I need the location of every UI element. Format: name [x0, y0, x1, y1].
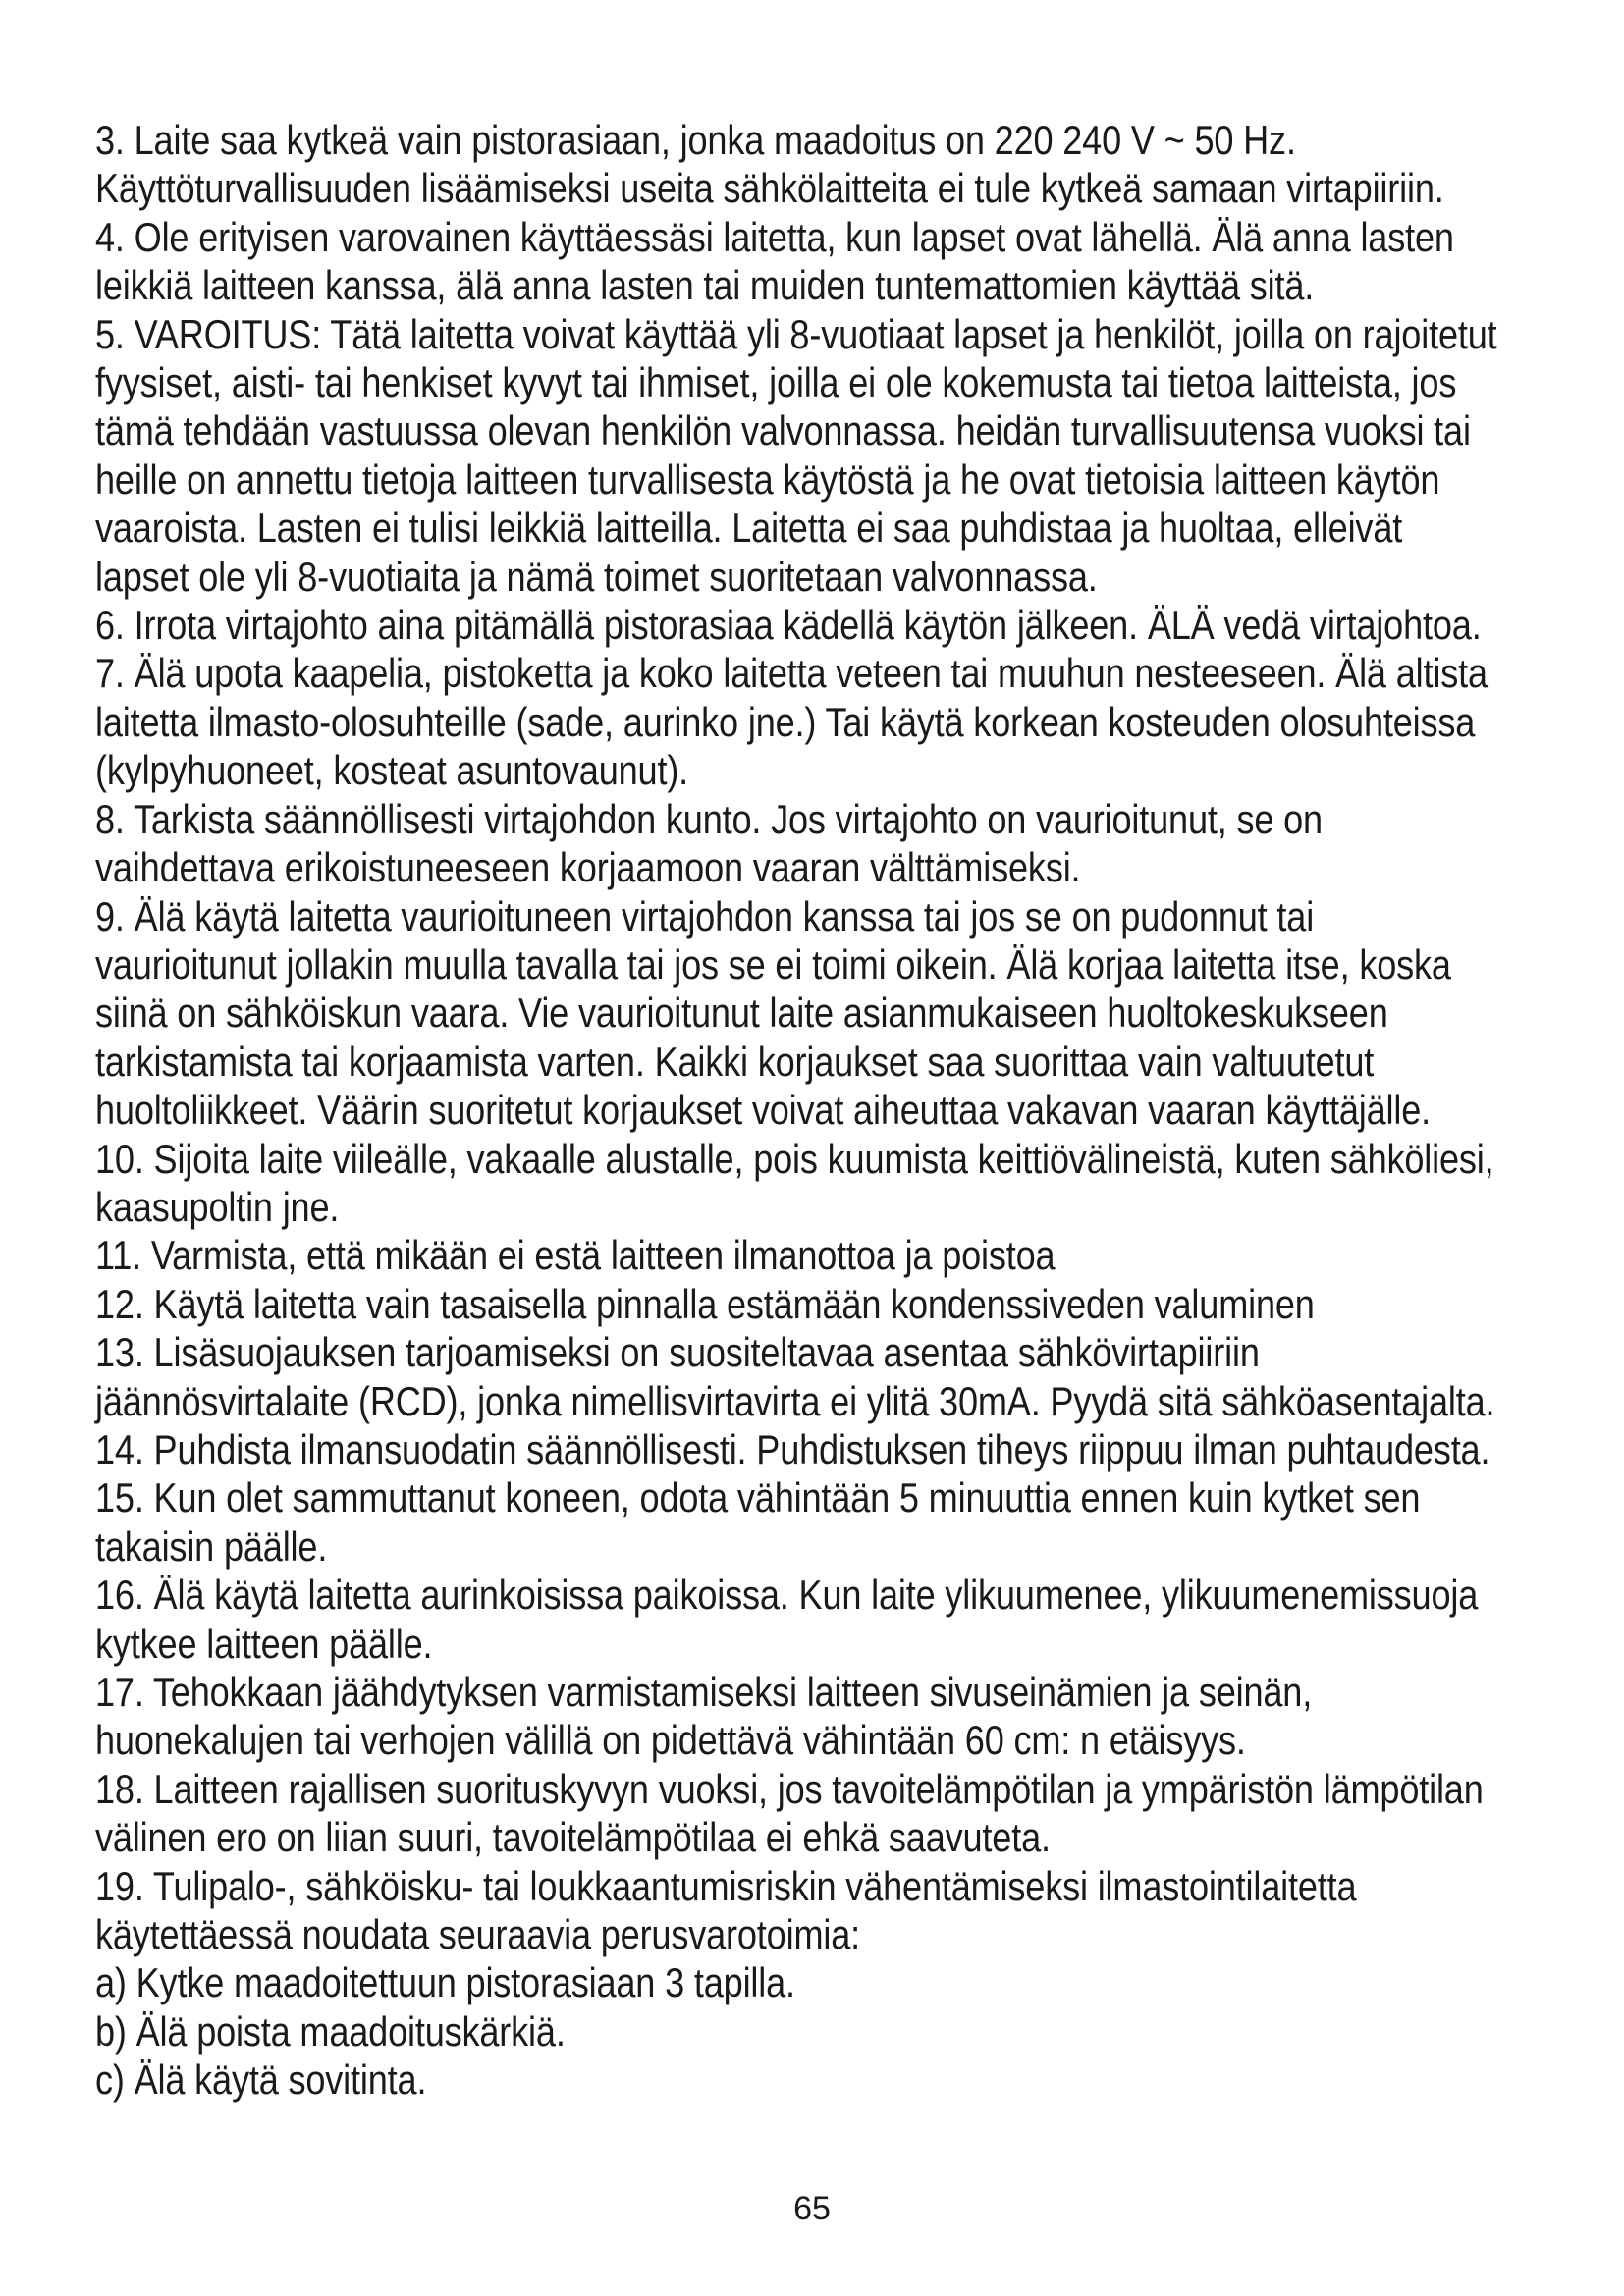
text-line: vaurioitunut jollakin muulla tavalla tai jos se ei toimi oikein. Älä korjaa laitetta itse, koska — [95, 940, 1451, 988]
text-line: 10. Sijoita laite viileälle, vakaalle alustalle, pois kuumista keittiövälineistä, kuten sähköliesi, — [95, 1135, 1494, 1182]
text-line: b) Älä poista maadoituskärkiä. — [95, 2007, 566, 2055]
text-line: kytkee laitteen päälle. — [95, 1620, 433, 1667]
text-line: huoltoliikkeet. Väärin suoritetut korjaukset voivat aiheuttaa vakavan vaaran käyttäjälle. — [95, 1087, 1432, 1134]
text-line: heille on annettu tietoja laitteen turvallisesta käytöstä ja he ovat tietoisia laitteen käytön — [95, 455, 1440, 503]
text-line: 18. Laitteen rajallisen suorituskyvyn vuoksi, jos tavoitelämpötilan ja ympäristön lämpötilan — [95, 1765, 1484, 1812]
text-line: 19. Tulipalo-, sähköisku- tai loukkaantumisriskin vähentämiseksi ilmastointilaitetta — [95, 1862, 1357, 1909]
text-line: 12. Käytä laitetta vain tasaisella pinnalla estämään kondenssiveden valuminen — [95, 1280, 1315, 1327]
text-line: 11. Varmista, että mikään ei estä laitteen ilmanottoa ja poistoa — [95, 1232, 1056, 1279]
text-line: tarkistamista tai korjaamista varten. Kaikki korjaukset saa suorittaa vain valtuutetut — [95, 1038, 1375, 1085]
text-line: takaisin päälle. — [95, 1522, 328, 1570]
text-line: 14. Puhdista ilmansuodatin säännöllisesti. Puhdistuksen tiheys riippuu ilman puhtaudesta. — [95, 1425, 1490, 1472]
text-line: leikkiä laitteen kanssa, älä anna lasten tai muiden tuntemattomien käyttää sitä. — [95, 262, 1315, 309]
text-line: 16. Älä käytä laitetta aurinkoisissa paikoissa. Kun laite ylikuumenee, ylikuumenemissuoja — [95, 1572, 1479, 1619]
text-line: c) Älä käytä sovitinta. — [95, 2056, 427, 2104]
document-body — [95, 116, 1548, 2105]
text-line: välinen ero on liian suuri, tavoitelämpötilaa ei ehkä saavuteta. — [95, 1814, 1051, 1861]
text-line: 17. Tehokkaan jäähdytyksen varmistamiseksi laitteen sivuseinämien ja seinän, — [95, 1669, 1313, 1715]
text-line: 5. VAROITUS: Tätä laitetta voivat käyttää yli 8-vuotiaat lapset ja henkilöt, joilla on rajoitetut — [95, 310, 1497, 357]
text-line: tämä tehdään vastuussa olevan henkilön valvonnassa. heidän turvallisuutensa vuoksi tai — [95, 407, 1471, 454]
text-line: käytettäessä noudata seuraavia perusvarotoimia: — [95, 1911, 860, 1958]
page-number: 65 — [793, 2190, 831, 2227]
text-line: 3. Laite saa kytkeä vain pistorasiaan, jonka maadoitus on 220 240 V ~ 50 Hz. — [95, 117, 1296, 163]
text-line: a) Kytke maadoitettuun pistorasiaan 3 tapilla. — [95, 1959, 795, 2006]
text-line: siinä on sähköiskun vaara. Vie vaurioitunut laite asianmukaiseen huoltokeskukseen — [95, 989, 1388, 1037]
text-line: (kylpyhuoneet, kosteat asuntovaunut). — [95, 747, 689, 794]
text-line: 8. Tarkista säännöllisesti virtajohdon kunto. Jos virtajohto on vaurioitunut, se on — [95, 795, 1323, 842]
text-line: fyysiset, aisti- tai henkiset kyvyt tai ihmiset, joilla ei ole kokemusta tai tietoa laitteista, jos — [95, 359, 1457, 406]
text-line: kaasupoltin jne. — [95, 1183, 340, 1230]
text-line: lapset ole yli 8-vuotiaita ja nämä toimet suoritetaan valvonnassa. — [95, 553, 1098, 600]
text-line: vaihdettava erikoistuneeseen korjaamoon vaaran välttämiseksi. — [95, 844, 1081, 891]
text-line: 7. Älä upota kaapelia, pistoketta ja koko laitetta veteen tai muuhun nesteeseen. Älä altista — [95, 650, 1488, 697]
text-line: 4. Ole erityisen varovainen käyttäessäsi laitetta, kun lapset ovat lähellä. Älä anna lasten — [95, 213, 1454, 260]
text-line: jäännösvirtalaite (RCD), jonka nimellisvirtavirta ei ylitä 30mA. Pyydä sitä sähköasentajalta. — [95, 1377, 1495, 1424]
text-line: vaaroista. Lasten ei tulisi leikkiä laitteilla. Laitetta ei saa puhdistaa ja huoltaa, elleivät — [95, 505, 1403, 552]
text-line: huonekalujen tai verhojen välillä on pidettävä vähintään 60 cm: n etäisyys. — [95, 1717, 1246, 1764]
text-line: 15. Kun olet sammuttanut koneen, odota vähintään 5 minuuttia ennen kuin kytket sen — [95, 1474, 1421, 1522]
text-line: 6. Irrota virtajohto aina pitämällä pistorasiaa kädellä käytön jälkeen. ÄLÄ vedä virtajohtoa. — [95, 602, 1482, 649]
text-line: 9. Älä käytä laitetta vaurioituneen virtajohdon kanssa tai jos se on pudonnut tai — [95, 892, 1315, 939]
text-line: laitetta ilmasto-olosuhteille (sade, aurinko jne.) Tai käytä korkean kosteuden olosuhteissa — [95, 698, 1476, 745]
text-line: 13. Lisäsuojauksen tarjoamiseksi on suositeltavaa asentaa sähkövirtapiiriin — [95, 1329, 1260, 1376]
text-line: Käyttöturvallisuuden lisäämiseksi useita sähkölaitteita ei tule kytkeä samaan virtapiiriin. — [95, 165, 1444, 212]
